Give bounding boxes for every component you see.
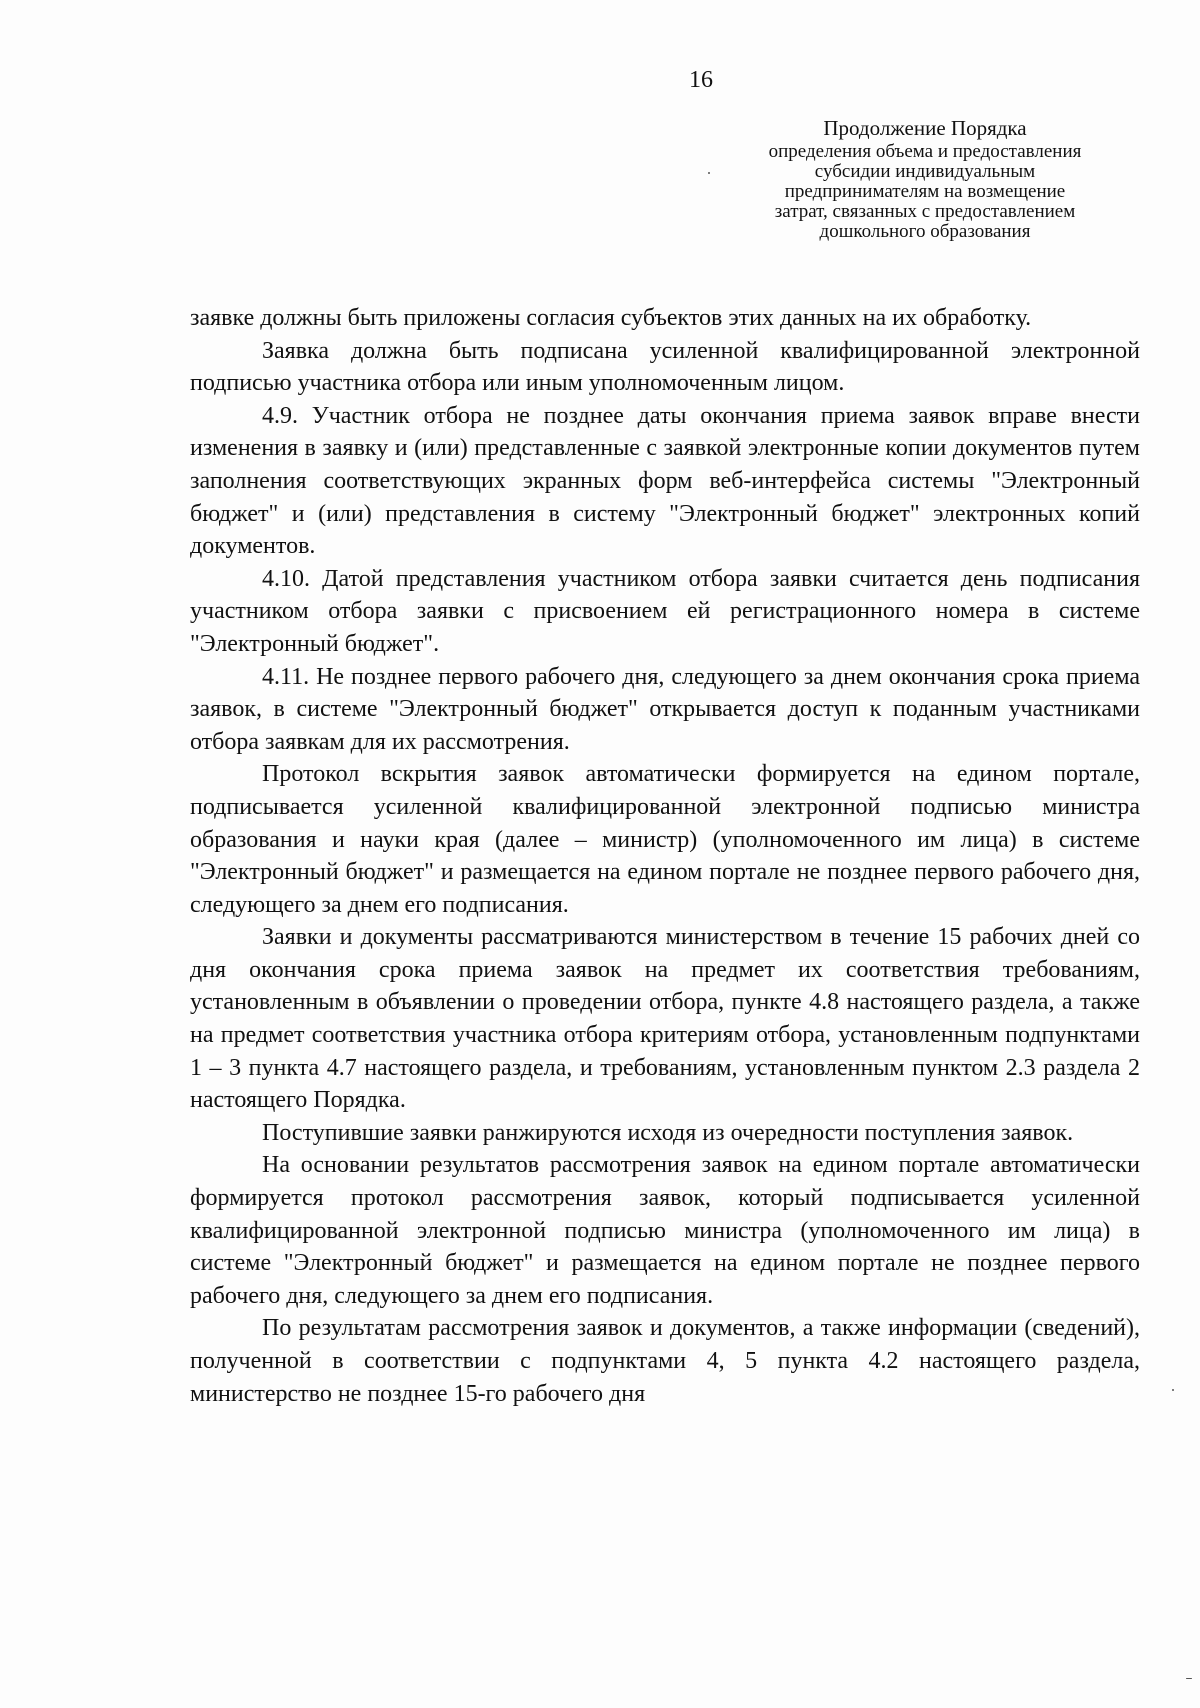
continuation-subtitle: определения объема и предоставления субсидии индивидуальным предпринимателям на возмещение затрат, связанных с предоставлением дошкольного образования: [768, 141, 1082, 242]
scan-speck: [1186, 1678, 1192, 1679]
page-number: 16: [689, 67, 713, 93]
paragraph-continued: заявке должны быть приложены согласия субъектов этих данных на их обработку.: [190, 305, 1032, 331]
paragraph-ranking: Поступившие заявки ранжируются исходя из очередности поступления заявок.: [262, 1119, 1074, 1146]
paragraph-review-period: Заявки и документы рассматриваются министерством в течение 15 рабочих дней со дня окончания срока приема заявок на предмет их соответствия требованиям, установленным в объявлении о проведении отбора, пункте 4.8 настоящего раздела, а также на предмет соответствия участника отбора критериям отбора, установленным подпунктами 1 – 3 пункта 4.7 настоящего раздела, и требованиям, установленным пунктом 2.3 раздела 2 настоящего Порядка.: [190, 924, 1140, 1114]
scan-speck: [1172, 1389, 1174, 1391]
paragraph-opening-protocol: Протокол вскрытия заявок автоматически формируется на едином портале, подписывается усиленной квалифицированной электронной подписью министра образования и науки края (далее – министр) (уполномоченного им лица) в системе "Электронный бюджет" и размещается на едином портале не позднее первого рабочего дня, следующего за днем его подписания.: [190, 761, 1140, 918]
scan-speck: [708, 172, 710, 174]
continuation-title: Продолжение Порядка: [823, 116, 1027, 140]
paragraph-4-11: 4.11. Не позднее первого рабочего дня, следующего за днем окончания срока приема заявок, в системе "Электронный бюджет" открывается доступ к поданным участниками отбора заявкам для их рассмотрения.: [190, 663, 1140, 755]
paragraph-signature: Заявка должна быть подписана усиленной квалифицированной электронной подписью участника отбора или иным уполномоченным лицом.: [190, 337, 1140, 397]
paragraph-4-9: 4.9. Участник отбора не позднее даты окончания приема заявок вправе внести изменения в заявку и (или) представленные с заявкой электронные копии документов путем заполнения соответствующих экранных форм веб-интерфейса системы "Электронный бюджет" и (или) представления в систему "Электронный бюджет" электронных копий документов.: [190, 402, 1140, 560]
paragraph-4-10: 4.10. Датой представления участником отбора заявки считается день подписания участником отбора заявки с присвоением ей регистрационного номера в системе "Электронный бюджет".: [190, 565, 1140, 657]
paragraph-results: По результатам рассмотрения заявок и документов, а также информации (сведений), полученной в соответствии с подпунктами 4, 5 пункта 4.2 настоящего раздела, министерство не позднее 15-го рабочего дня: [190, 1315, 1140, 1407]
paragraph-review-protocol: На основании результатов рассмотрения заявок на едином портале автоматически формируется протокол рассмотрения заявок, который подписывается усиленной квалифицированной электронной подписью министра (уполномоченного им лица) в системе "Электронный бюджет" и размещается на едином портале не позднее первого рабочего дня, следующего за днем его подписания.: [190, 1152, 1140, 1309]
continuation-header: [760, 116, 1090, 242]
document-body: [190, 302, 1140, 1410]
